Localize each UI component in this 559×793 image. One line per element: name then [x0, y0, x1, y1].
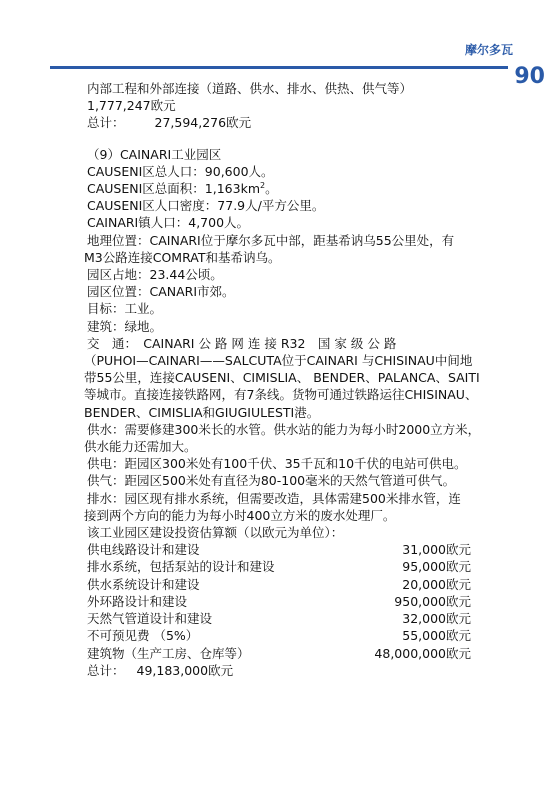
- area-text: CAUSENI区总面积：1,163km: [87, 181, 260, 197]
- paragraph-line: 接到两个方向的能力为每小时400立方米的废水处理厂。: [84, 507, 396, 523]
- area-superscript: 2: [260, 180, 266, 190]
- cost-row: [87, 627, 471, 644]
- cost-row: [87, 645, 471, 662]
- paragraph-line: 等城市。直接连接铁路网，有7条线。货物可通过铁路运往CHISINAU、: [84, 387, 478, 403]
- section-heading: （9）CAINARI工业园区: [87, 146, 222, 162]
- paragraph-line: 带55公里，连接CAUSENI、CIMISLIA、 BENDER、PALANCA、SAITI: [84, 370, 480, 386]
- cost-row: [87, 610, 471, 627]
- stat-line: 建筑：绿地。: [87, 318, 163, 334]
- paragraph-line: 排水：园区现有排水系统，但需要改造，具体需建500米排水管，连: [87, 490, 461, 506]
- paragraph-line: 供水能力还需加大。: [84, 439, 197, 455]
- paragraph-line: 供水：需要修建300米长的水管。供水站的能力为每小时2000立方米，: [87, 421, 481, 437]
- cost-label: 外环路设计和建设: [87, 593, 188, 609]
- paragraph-line: （PUHOI—CAINARI——SALCUTA位于CAINARI 与CHISINAU中间地: [84, 353, 473, 369]
- paragraph-line: 地理位置：CAINARI位于摩尔多瓦中部，距基希讷乌55公里处，有: [87, 232, 455, 248]
- cost-row: [87, 541, 471, 558]
- header-title: 摩尔多瓦: [464, 43, 513, 57]
- paragraph-line: 交 通： CAINARI 公 路 网 连 接 R32 国 家 级 公 路: [87, 335, 397, 351]
- total-label: 总计：: [87, 662, 125, 678]
- paragraph-line: BENDER、CIMISLIA和GIUGIULESTI港。: [84, 404, 320, 420]
- cost-value: 20,000欧元: [402, 576, 471, 592]
- area-suffix: 。: [265, 181, 278, 197]
- cost-row: [87, 593, 471, 610]
- paragraph-line: 内部工程和外部连接（道路、供水、排水、供热、供气等）: [87, 81, 413, 96]
- total-value: 27,594,276欧元: [154, 115, 252, 131]
- cost-value: 32,000欧元: [402, 611, 471, 627]
- page-body: [84, 80, 512, 679]
- page-number: 90: [514, 64, 545, 89]
- cost-row: [87, 576, 471, 593]
- cost-value: 55,000欧元: [402, 628, 471, 644]
- cost-label: 天然气管道设计和建设: [87, 611, 213, 627]
- stat-line: [87, 180, 512, 197]
- stat-line: CAINARI镇人口：4,700人。: [87, 215, 250, 231]
- stat-line: 园区位置：CANARI市郊。: [87, 284, 235, 300]
- total-line: [87, 114, 512, 131]
- stat-line: CAUSENI区人口密度：77.9人/平方公里。: [87, 198, 325, 214]
- paragraph-line: M3公路连接COMRAT和基希讷乌。: [84, 249, 281, 265]
- cost-label: 建筑物（生产工房、仓库等）: [87, 645, 250, 661]
- stat-line: 目标：工业。: [87, 301, 163, 317]
- total-label: 总计：: [87, 115, 125, 131]
- cost-value: 31,000欧元: [402, 542, 471, 558]
- estimate-heading: 该工业园区建设投资估算额（以欧元为单位）：: [87, 525, 344, 541]
- cost-value: 48,000,000欧元: [374, 645, 471, 661]
- paragraph-line: 供电：距园区300米处有100千伏、35千瓦和10千伏的电站可供电。: [87, 456, 467, 472]
- cost-value: 95,000欧元: [402, 559, 471, 575]
- stat-line: 园区占地：23.44公顷。: [87, 267, 223, 283]
- total-value: 49,183,000欧元: [136, 662, 234, 678]
- paragraph-line: 1,777,247欧元: [87, 98, 176, 114]
- cost-value: 950,000欧元: [394, 593, 471, 609]
- cost-label: 供水系统设计和建设: [87, 576, 200, 592]
- stat-line: CAUSENI区总人口：90,600人。: [87, 163, 274, 179]
- cost-label: 排水系统，包括泵站的设计和建设: [87, 559, 275, 575]
- cost-label: 供电线路设计和建设: [87, 542, 200, 558]
- header-rule: [50, 66, 508, 69]
- spacer: [87, 132, 512, 146]
- paragraph-line: 供气：距园区500米处有直径为80-100毫米的天然气管道可供气。: [87, 473, 456, 489]
- cost-label: 不可预见费 （5%）: [87, 628, 199, 644]
- cost-row: [87, 558, 471, 575]
- total-line: [87, 662, 512, 679]
